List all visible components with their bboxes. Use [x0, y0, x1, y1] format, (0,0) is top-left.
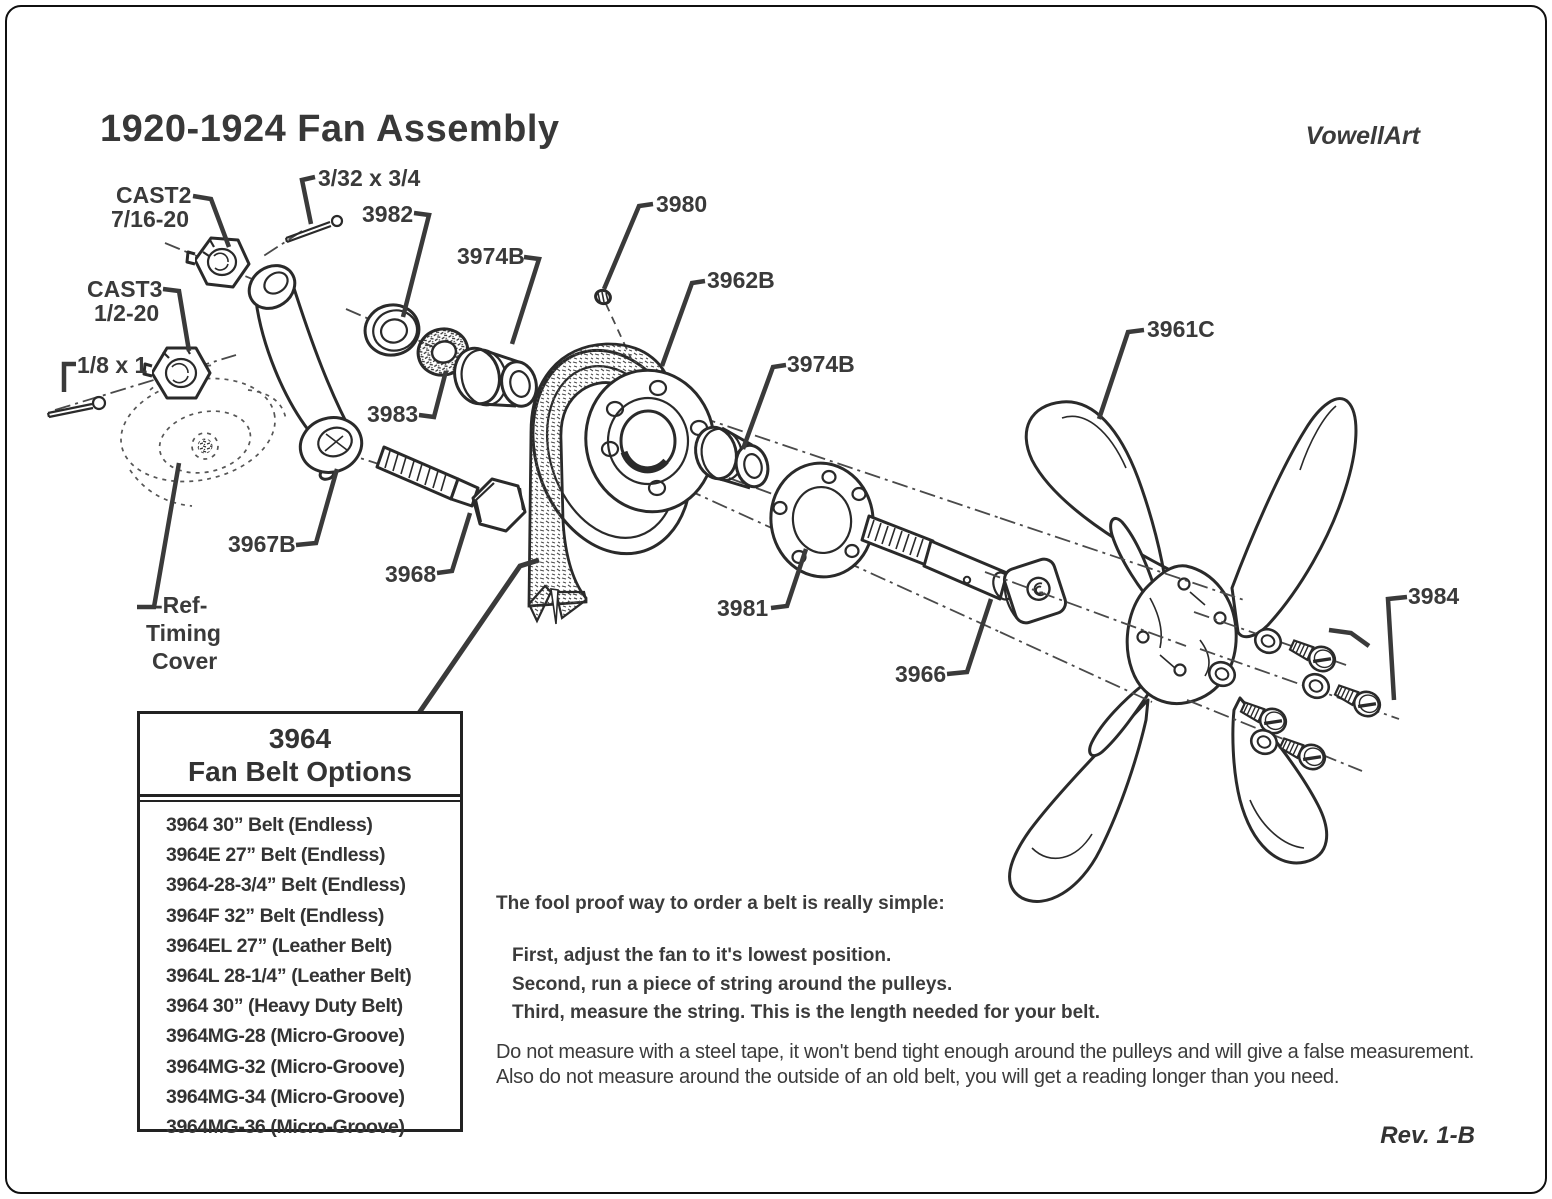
- belt-options-box: [137, 711, 463, 1139]
- label-felt-3983: 3983: [367, 401, 419, 427]
- blade-upper-right: [1232, 399, 1356, 637]
- blade-upper-left: [1026, 402, 1182, 586]
- label-gasket-3981: 3981: [717, 595, 769, 621]
- label-arm-3967b: 3967B: [228, 531, 296, 557]
- label-cast3: CAST3: [87, 276, 163, 302]
- label-cast3-size: 1/2-20: [94, 300, 160, 326]
- cotter-pin-small: [286, 216, 342, 242]
- belt-option-item: 3964MG-28 (Micro-Groove): [166, 1025, 405, 1048]
- label-shaft-3966: 3966: [895, 661, 947, 687]
- gasket-3981: [764, 456, 881, 583]
- revision-mark: Rev. 1-B: [1380, 1122, 1475, 1149]
- washer-3982: [360, 299, 424, 361]
- set-screw-3980: [594, 288, 613, 305]
- page-title: 1920-1924 Fan Assembly: [100, 108, 560, 150]
- label-cast2-size: 7/16-20: [111, 206, 190, 232]
- label-screws-3984: 3984: [1408, 583, 1460, 609]
- instruction-step: Third, measure the string. This is the length needed for your belt.: [512, 1002, 1101, 1023]
- belt-option-item: 3964L 28-1/4” (Leather Belt): [166, 965, 412, 988]
- label-ref-1: -Ref-: [155, 592, 208, 618]
- fan-arm: [241, 257, 369, 481]
- label-ref-2: Timing: [146, 620, 221, 646]
- belt-box-title: Fan Belt Options: [188, 756, 412, 787]
- belt-option-item: 3964 30” (Heavy Duty Belt): [166, 995, 403, 1018]
- belt-option-item: 3964MG-34 (Micro-Groove): [166, 1085, 405, 1108]
- label-cotter-small: 3/32 x 3/4: [318, 165, 421, 191]
- belt-option-item: 3964EL 27” (Leather Belt): [166, 934, 392, 957]
- belt-box-leader: [419, 560, 539, 713]
- label-bolt-3968: 3968: [385, 561, 437, 587]
- instruction-step: First, adjust the fan to it's lowest position.: [512, 945, 892, 966]
- belt-option-item: 3964MG-32 (Micro-Groove): [166, 1055, 405, 1078]
- cotter-pin-large: [48, 397, 105, 417]
- label-bushing-rear: 3974B: [787, 351, 855, 377]
- castle-nut-cast3: [144, 347, 210, 398]
- belt-box-divider: [140, 794, 460, 802]
- label-washer-3982: 3982: [362, 201, 414, 227]
- belt-option-item: 3964 30” Belt (Endless): [166, 814, 373, 836]
- belt-option-item: 3964F 32” Belt (Endless): [166, 904, 384, 927]
- label-set-screw-3980: 3980: [656, 191, 708, 217]
- instruction-step: Second, run a piece of string around the pulleys.: [512, 973, 953, 995]
- belt-option-item: 3964-28-3/4” Belt (Endless): [166, 874, 406, 897]
- label-cast2: CAST2: [116, 182, 192, 208]
- instructions-warning: Do not measure with a steel tape, it won't bend tight enough around the pulleys and will give a false measurement. Also do not measure around the outside of an old belt, you will get a reading longer than you need.: [496, 1041, 1474, 1089]
- label-bushing-front: 3974B: [457, 243, 525, 269]
- belt-option-item: 3964MG-36 (Micro-Groove): [166, 1116, 405, 1139]
- castle-nut-cast2: [187, 238, 249, 287]
- fan-shaft: [862, 516, 1068, 627]
- bolt-3968: [377, 447, 525, 531]
- label-fan-3961c: 3961C: [1147, 316, 1215, 342]
- belt-box-part-number: 3964: [268, 723, 332, 754]
- belt-options-list: [140, 802, 460, 1142]
- instructions-steps: [512, 942, 1100, 1028]
- label-cotter-large: 1/8 x 1: [77, 352, 148, 378]
- blade-lower-left: [1010, 700, 1148, 901]
- artist-credit: VowellArt: [1305, 122, 1420, 150]
- instructions-intro: The fool proof way to order a belt is really simple:: [496, 893, 945, 914]
- label-ref-3: Cover: [152, 648, 218, 674]
- label-hub-3962b: 3962B: [707, 267, 775, 293]
- belt-option-item: 3964E 27” Belt (Endless): [166, 844, 386, 867]
- bushing-front: [449, 344, 541, 410]
